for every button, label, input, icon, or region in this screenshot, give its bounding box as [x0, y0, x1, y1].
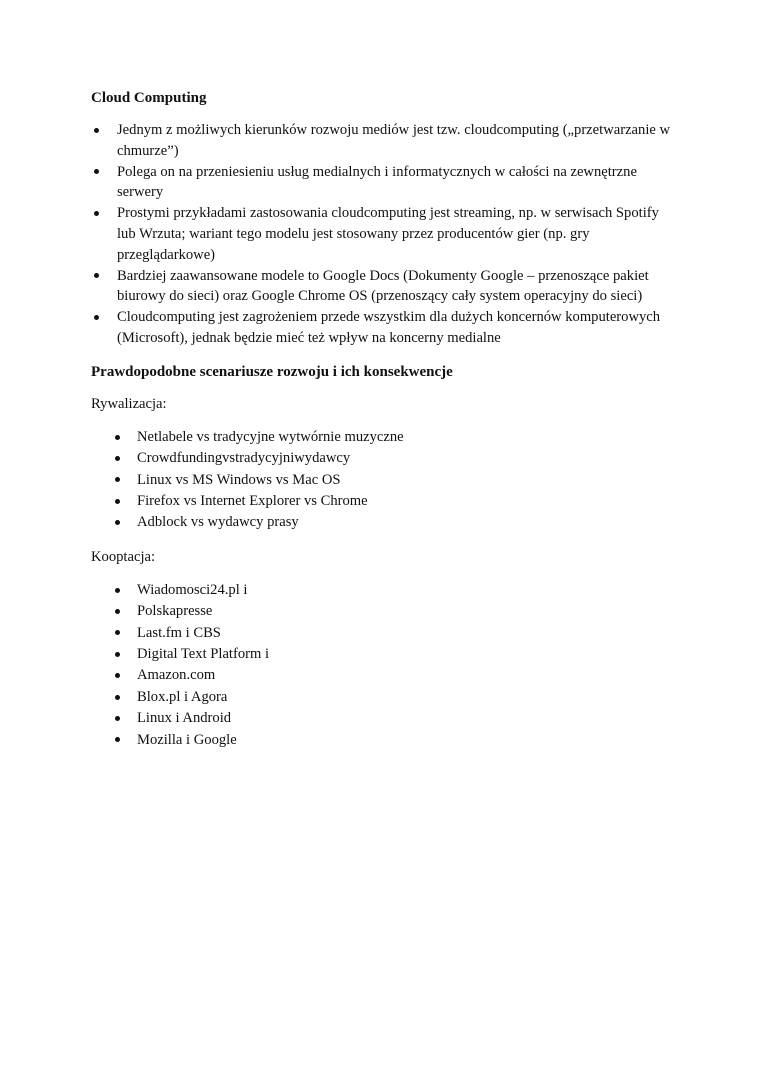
rywalizacja-list	[91, 427, 681, 534]
kooptacja-list	[91, 580, 681, 751]
list-item: Mozilla i Google	[91, 730, 681, 751]
list-item: Linux vs MS Windows vs Mac OS	[91, 470, 681, 491]
list-item: Amazon.com	[91, 665, 681, 686]
list-item: Linux i Android	[91, 708, 681, 729]
list-item: Wiadomosci24.pl i	[91, 580, 681, 601]
page-content	[91, 88, 681, 751]
list-item: Crowdfundingvstradycyjniwydawcy	[91, 448, 681, 469]
list-item: Netlabele vs tradycyjne wytwórnie muzyczne	[91, 427, 681, 448]
list-item: Blox.pl i Agora	[91, 687, 681, 708]
list-item: Digital Text Platform i	[91, 644, 681, 665]
list-item: Polskapresse	[91, 601, 681, 622]
list-item: Prostymi przykładami zastosowania cloudcomputing jest streaming, np. w serwisach Spotify lub Wrzuta; wariant tego modelu jest stosowany przez producentów gier (np. gry przeglądarkowe)	[91, 203, 681, 265]
list-item: Bardziej zaawansowane modele to Google Docs (Dokumenty Google – przenoszące pakiet biurowy do sieci) oraz Google Chrome OS (przenoszący cały system operacyjny do sieci)	[91, 266, 681, 308]
kooptacja-label: Kooptacja:	[91, 548, 156, 565]
scenarios-heading: Prawdopodobne scenariusze rozwoju i ich konsekwencje	[91, 363, 453, 380]
cloud-computing-list	[91, 120, 681, 349]
list-item: Cloudcomputing jest zagrożeniem przede wszystkim dla dużych koncernów komputerowych (Microsoft), jednak będzie mieć też wpływ na koncerny medialne	[91, 307, 681, 349]
list-item: Polega on na przeniesieniu usług medialnych i informatycznych w całości na zewnętrzne serwery	[91, 162, 681, 204]
list-item: Firefox vs Internet Explorer vs Chrome	[91, 491, 681, 512]
list-item: Adblock vs wydawcy prasy	[91, 512, 681, 533]
list-item: Last.fm i CBS	[91, 623, 681, 644]
list-item: Jednym z możliwych kierunków rozwoju mediów jest tzw. cloudcomputing („przetwarzanie w chmurze”)	[91, 120, 681, 162]
rywalizacja-label: Rywalizacja:	[91, 395, 167, 412]
cloud-computing-heading: Cloud Computing	[91, 90, 207, 106]
